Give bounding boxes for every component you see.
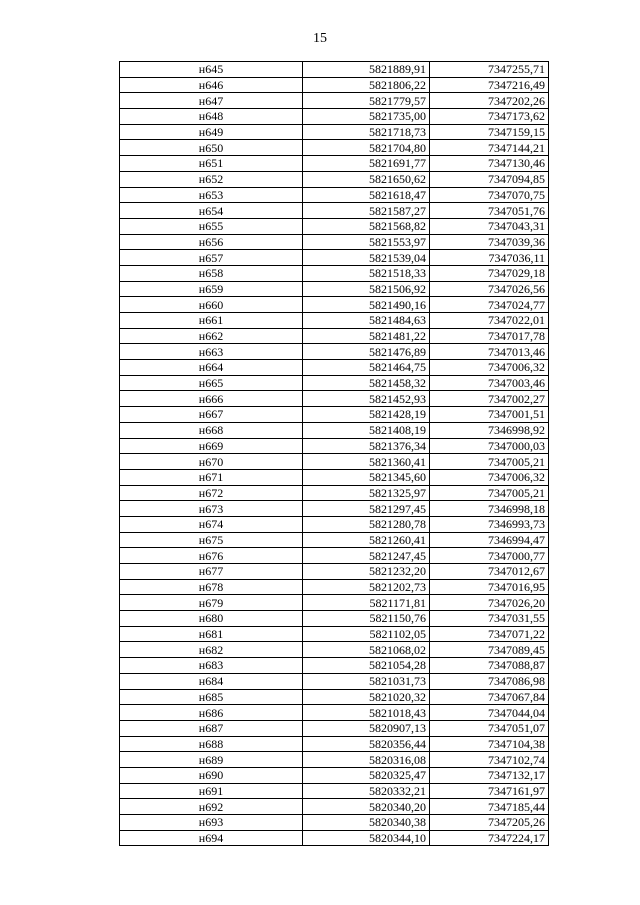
x-coordinate-cell: 5821618,47 xyxy=(303,187,430,203)
table-row xyxy=(120,485,549,501)
x-coordinate-cell: 5821735,00 xyxy=(303,109,430,125)
y-coordinate-cell: 7347044,04 xyxy=(430,705,549,721)
y-coordinate-cell: 7347043,31 xyxy=(430,218,549,234)
table-row xyxy=(120,156,549,172)
x-coordinate-cell: 5821102,05 xyxy=(303,626,430,642)
point-id-cell: н676 xyxy=(120,548,303,564)
table-row xyxy=(120,705,549,721)
coordinates-table-body xyxy=(120,62,549,846)
point-id-cell: н671 xyxy=(120,469,303,485)
y-coordinate-cell: 7347051,07 xyxy=(430,720,549,736)
y-coordinate-cell: 7347016,95 xyxy=(430,579,549,595)
y-coordinate-cell: 7347071,22 xyxy=(430,626,549,642)
table-row xyxy=(120,783,549,799)
point-id-cell: н646 xyxy=(120,77,303,93)
x-coordinate-cell: 5820356,44 xyxy=(303,736,430,752)
point-id-cell: н655 xyxy=(120,218,303,234)
x-coordinate-cell: 5821020,32 xyxy=(303,689,430,705)
point-id-cell: н652 xyxy=(120,171,303,187)
y-coordinate-cell: 7347094,85 xyxy=(430,171,549,187)
table-row xyxy=(120,375,549,391)
x-coordinate-cell: 5821464,75 xyxy=(303,360,430,376)
x-coordinate-cell: 5821018,43 xyxy=(303,705,430,721)
y-coordinate-cell: 7347005,21 xyxy=(430,485,549,501)
x-coordinate-cell: 5821054,28 xyxy=(303,658,430,674)
point-id-cell: н656 xyxy=(120,234,303,250)
point-id-cell: н660 xyxy=(120,297,303,313)
point-id-cell: н680 xyxy=(120,611,303,627)
table-row xyxy=(120,360,549,376)
table-row xyxy=(120,93,549,109)
table-row xyxy=(120,595,549,611)
y-coordinate-cell: 7347161,97 xyxy=(430,783,549,799)
point-id-cell: н687 xyxy=(120,720,303,736)
x-coordinate-cell: 5821452,93 xyxy=(303,391,430,407)
x-coordinate-cell: 5821806,22 xyxy=(303,77,430,93)
point-id-cell: н693 xyxy=(120,815,303,831)
point-id-cell: н684 xyxy=(120,673,303,689)
table-row xyxy=(120,736,549,752)
y-coordinate-cell: 7347031,55 xyxy=(430,611,549,627)
table-row xyxy=(120,720,549,736)
point-id-cell: н689 xyxy=(120,752,303,768)
table-row xyxy=(120,830,549,846)
table-row xyxy=(120,438,549,454)
y-coordinate-cell: 7347001,51 xyxy=(430,407,549,423)
y-coordinate-cell: 7347224,17 xyxy=(430,830,549,846)
y-coordinate-cell: 7347003,46 xyxy=(430,375,549,391)
point-id-cell: н650 xyxy=(120,140,303,156)
point-id-cell: н667 xyxy=(120,407,303,423)
x-coordinate-cell: 5821539,04 xyxy=(303,250,430,266)
point-id-cell: н654 xyxy=(120,203,303,219)
x-coordinate-cell: 5820344,10 xyxy=(303,830,430,846)
table-row xyxy=(120,815,549,831)
x-coordinate-cell: 5820907,13 xyxy=(303,720,430,736)
table-row xyxy=(120,62,549,78)
x-coordinate-cell: 5821171,81 xyxy=(303,595,430,611)
y-coordinate-cell: 7347036,11 xyxy=(430,250,549,266)
x-coordinate-cell: 5821518,33 xyxy=(303,265,430,281)
table-row xyxy=(120,689,549,705)
x-coordinate-cell: 5820340,38 xyxy=(303,815,430,831)
point-id-cell: н670 xyxy=(120,454,303,470)
table-row xyxy=(120,658,549,674)
table-row xyxy=(120,187,549,203)
x-coordinate-cell: 5821408,19 xyxy=(303,422,430,438)
point-id-cell: н692 xyxy=(120,799,303,815)
x-coordinate-cell: 5821360,41 xyxy=(303,454,430,470)
point-id-cell: н648 xyxy=(120,109,303,125)
y-coordinate-cell: 7347026,56 xyxy=(430,281,549,297)
table-row xyxy=(120,265,549,281)
point-id-cell: н661 xyxy=(120,313,303,329)
table-row xyxy=(120,548,549,564)
point-id-cell: н659 xyxy=(120,281,303,297)
x-coordinate-cell: 5821889,91 xyxy=(303,62,430,78)
x-coordinate-cell: 5821376,34 xyxy=(303,438,430,454)
point-id-cell: н681 xyxy=(120,626,303,642)
y-coordinate-cell: 7347002,27 xyxy=(430,391,549,407)
point-id-cell: н649 xyxy=(120,124,303,140)
point-id-cell: н668 xyxy=(120,422,303,438)
y-coordinate-cell: 7347070,75 xyxy=(430,187,549,203)
y-coordinate-cell: 7347022,01 xyxy=(430,313,549,329)
table-row xyxy=(120,203,549,219)
table-row xyxy=(120,234,549,250)
x-coordinate-cell: 5820332,21 xyxy=(303,783,430,799)
x-coordinate-cell: 5821247,45 xyxy=(303,548,430,564)
y-coordinate-cell: 7347104,38 xyxy=(430,736,549,752)
x-coordinate-cell: 5821428,19 xyxy=(303,407,430,423)
point-id-cell: н645 xyxy=(120,62,303,78)
point-id-cell: н694 xyxy=(120,830,303,846)
point-id-cell: н686 xyxy=(120,705,303,721)
x-coordinate-cell: 5821704,80 xyxy=(303,140,430,156)
x-coordinate-cell: 5821202,73 xyxy=(303,579,430,595)
x-coordinate-cell: 5821568,82 xyxy=(303,218,430,234)
y-coordinate-cell: 7347051,76 xyxy=(430,203,549,219)
y-coordinate-cell: 7347159,15 xyxy=(430,124,549,140)
y-coordinate-cell: 7347202,26 xyxy=(430,93,549,109)
coordinates-table xyxy=(119,61,549,846)
y-coordinate-cell: 7346998,18 xyxy=(430,501,549,517)
y-coordinate-cell: 7347012,67 xyxy=(430,564,549,580)
y-coordinate-cell: 7346994,47 xyxy=(430,532,549,548)
table-row xyxy=(120,501,549,517)
point-id-cell: н679 xyxy=(120,595,303,611)
y-coordinate-cell: 7347024,77 xyxy=(430,297,549,313)
point-id-cell: н666 xyxy=(120,391,303,407)
y-coordinate-cell: 7346993,73 xyxy=(430,516,549,532)
table-row xyxy=(120,171,549,187)
table-row xyxy=(120,564,549,580)
x-coordinate-cell: 5821650,62 xyxy=(303,171,430,187)
x-coordinate-cell: 5821476,89 xyxy=(303,344,430,360)
y-coordinate-cell: 7347132,17 xyxy=(430,767,549,783)
point-id-cell: н685 xyxy=(120,689,303,705)
x-coordinate-cell: 5821484,63 xyxy=(303,313,430,329)
point-id-cell: н675 xyxy=(120,532,303,548)
table-row xyxy=(120,218,549,234)
point-id-cell: н677 xyxy=(120,564,303,580)
x-coordinate-cell: 5821553,97 xyxy=(303,234,430,250)
y-coordinate-cell: 7347185,44 xyxy=(430,799,549,815)
point-id-cell: н647 xyxy=(120,93,303,109)
table-row xyxy=(120,109,549,125)
x-coordinate-cell: 5821260,41 xyxy=(303,532,430,548)
x-coordinate-cell: 5821481,22 xyxy=(303,328,430,344)
y-coordinate-cell: 7347067,84 xyxy=(430,689,549,705)
y-coordinate-cell: 7347017,78 xyxy=(430,328,549,344)
point-id-cell: н672 xyxy=(120,485,303,501)
x-coordinate-cell: 5821490,16 xyxy=(303,297,430,313)
table-row xyxy=(120,532,549,548)
table-row xyxy=(120,579,549,595)
table-row xyxy=(120,422,549,438)
x-coordinate-cell: 5821587,27 xyxy=(303,203,430,219)
point-id-cell: н665 xyxy=(120,375,303,391)
table-row xyxy=(120,77,549,93)
x-coordinate-cell: 5821691,77 xyxy=(303,156,430,172)
table-row xyxy=(120,297,549,313)
y-coordinate-cell: 7347005,21 xyxy=(430,454,549,470)
table-row xyxy=(120,407,549,423)
x-coordinate-cell: 5821068,02 xyxy=(303,642,430,658)
table-row xyxy=(120,611,549,627)
point-id-cell: н653 xyxy=(120,187,303,203)
point-id-cell: н673 xyxy=(120,501,303,517)
point-id-cell: н690 xyxy=(120,767,303,783)
y-coordinate-cell: 7347144,21 xyxy=(430,140,549,156)
point-id-cell: н664 xyxy=(120,360,303,376)
table-row xyxy=(120,626,549,642)
x-coordinate-cell: 5821280,78 xyxy=(303,516,430,532)
point-id-cell: н682 xyxy=(120,642,303,658)
table-row xyxy=(120,454,549,470)
point-id-cell: н678 xyxy=(120,579,303,595)
y-coordinate-cell: 7347130,46 xyxy=(430,156,549,172)
table-row xyxy=(120,328,549,344)
y-coordinate-cell: 7347089,45 xyxy=(430,642,549,658)
point-id-cell: н651 xyxy=(120,156,303,172)
x-coordinate-cell: 5820316,08 xyxy=(303,752,430,768)
x-coordinate-cell: 5821297,45 xyxy=(303,501,430,517)
table-row xyxy=(120,799,549,815)
y-coordinate-cell: 7347000,77 xyxy=(430,548,549,564)
y-coordinate-cell: 7347029,18 xyxy=(430,265,549,281)
table-row xyxy=(120,124,549,140)
table-row xyxy=(120,469,549,485)
table-row xyxy=(120,281,549,297)
x-coordinate-cell: 5821506,92 xyxy=(303,281,430,297)
point-id-cell: н674 xyxy=(120,516,303,532)
y-coordinate-cell: 7347173,62 xyxy=(430,109,549,125)
y-coordinate-cell: 7346998,92 xyxy=(430,422,549,438)
table-row xyxy=(120,516,549,532)
y-coordinate-cell: 7347026,20 xyxy=(430,595,549,611)
y-coordinate-cell: 7347013,46 xyxy=(430,344,549,360)
table-row xyxy=(120,313,549,329)
point-id-cell: н669 xyxy=(120,438,303,454)
y-coordinate-cell: 7347205,26 xyxy=(430,815,549,831)
table-row xyxy=(120,391,549,407)
y-coordinate-cell: 7347000,03 xyxy=(430,438,549,454)
point-id-cell: н691 xyxy=(120,783,303,799)
table-row xyxy=(120,752,549,768)
x-coordinate-cell: 5821779,57 xyxy=(303,93,430,109)
y-coordinate-cell: 7347102,74 xyxy=(430,752,549,768)
table-row xyxy=(120,673,549,689)
y-coordinate-cell: 7347039,36 xyxy=(430,234,549,250)
y-coordinate-cell: 7347006,32 xyxy=(430,360,549,376)
x-coordinate-cell: 5820325,47 xyxy=(303,767,430,783)
y-coordinate-cell: 7347006,32 xyxy=(430,469,549,485)
point-id-cell: н683 xyxy=(120,658,303,674)
point-id-cell: н663 xyxy=(120,344,303,360)
point-id-cell: н657 xyxy=(120,250,303,266)
y-coordinate-cell: 7347216,49 xyxy=(430,77,549,93)
table-row xyxy=(120,344,549,360)
x-coordinate-cell: 5821232,20 xyxy=(303,564,430,580)
point-id-cell: н662 xyxy=(120,328,303,344)
y-coordinate-cell: 7347088,87 xyxy=(430,658,549,674)
x-coordinate-cell: 5821150,76 xyxy=(303,611,430,627)
x-coordinate-cell: 5820340,20 xyxy=(303,799,430,815)
page-number: 15 xyxy=(313,31,327,46)
point-id-cell: н688 xyxy=(120,736,303,752)
table-row xyxy=(120,642,549,658)
y-coordinate-cell: 7347255,71 xyxy=(430,62,549,78)
y-coordinate-cell: 7347086,98 xyxy=(430,673,549,689)
x-coordinate-cell: 5821325,97 xyxy=(303,485,430,501)
point-id-cell: н658 xyxy=(120,265,303,281)
table-row xyxy=(120,140,549,156)
table-row xyxy=(120,767,549,783)
table-row xyxy=(120,250,549,266)
x-coordinate-cell: 5821458,32 xyxy=(303,375,430,391)
x-coordinate-cell: 5821031,73 xyxy=(303,673,430,689)
x-coordinate-cell: 5821345,60 xyxy=(303,469,430,485)
x-coordinate-cell: 5821718,73 xyxy=(303,124,430,140)
